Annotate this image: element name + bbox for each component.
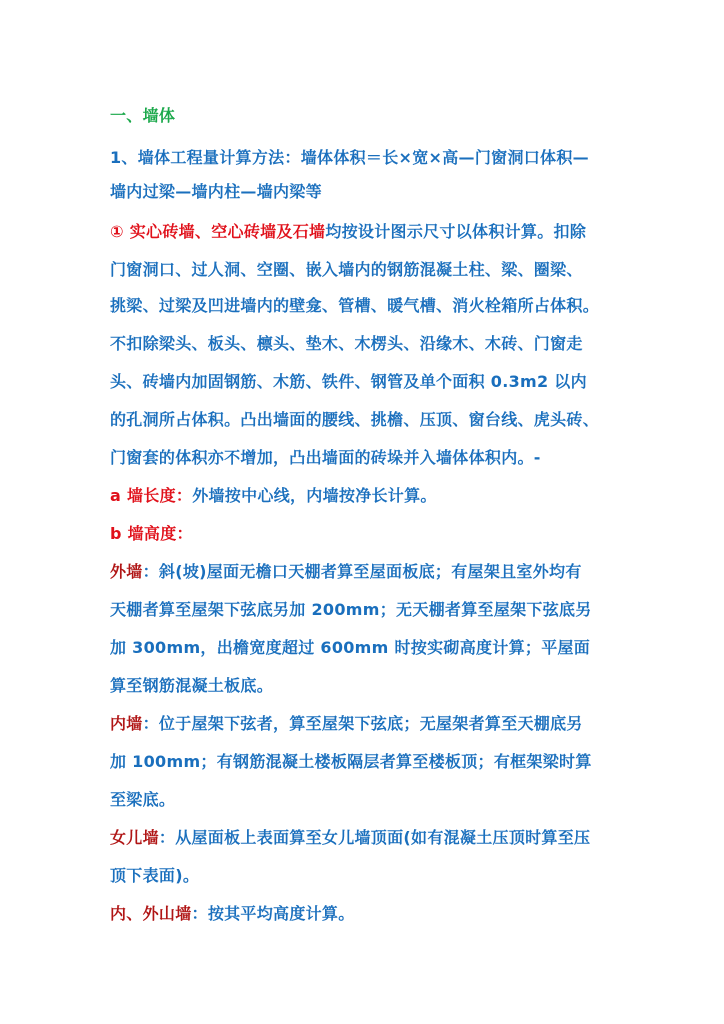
parapet-line-1-text: ：从屋面板上表面算至女儿墙顶面(如有混凝土压顶时算至压 xyxy=(158,828,591,847)
paragraph-1-line-2: 门窗洞口、过人洞、空圈、嵌入墙内的钢筋混凝土柱、梁、圈梁、 xyxy=(110,260,583,279)
gable-wall-text: ：按其平均高度计算。 xyxy=(191,904,355,923)
item-1-line-1: 1、墙体工程量计算方法：墙体体积＝长×宽×高—门窗洞口体积— xyxy=(110,148,589,167)
paragraph-1-line-6: 的孔洞所占体积。凸出墙面的腰线、挑檐、压顶、窗台线、虎头砖、 xyxy=(110,410,600,429)
wall-length-text: 外墙按中心线，内墙按净长计算。 xyxy=(192,486,437,505)
inner-wall-line-1 xyxy=(110,714,583,734)
inner-wall-line-3: 至梁底。 xyxy=(110,790,176,809)
wall-height-colon: ： xyxy=(176,524,193,543)
gable-wall-label: 内、外山墙 xyxy=(110,904,192,923)
gable-wall-line xyxy=(110,904,355,924)
outer-wall-line-1 xyxy=(110,562,582,582)
wall-length-label: a 墙长度 xyxy=(110,486,176,505)
wall-height-line xyxy=(110,524,193,544)
paragraph-1-line-3: 挑梁、过梁及凹进墙内的壁龛、管槽、暖气槽、消火栓箱所占体积。 xyxy=(110,296,600,315)
inner-wall-line-1-text: ：位于屋架下弦者，算至屋架下弦底；无屋架者算至天棚底另 xyxy=(142,714,583,733)
outer-wall-line-2: 天棚者算至屋架下弦底另加 200mm；无天棚者算至屋架下弦底另 xyxy=(110,600,592,619)
paragraph-1-line-7: 门窗套的体积亦不增加，凸出墙面的砖垛并入墙体体积内。- xyxy=(110,448,541,467)
paragraph-1-line-1-text: 均按设计图示尺寸以体积计算。扣除 xyxy=(325,222,587,241)
inner-wall-label: 内墙 xyxy=(110,714,143,733)
parapet-label: 女儿墙 xyxy=(110,828,159,847)
outer-wall-line-1-text: ：斜(坡)屋面无檐口天棚者算至屋面板底；有屋架且室外均有 xyxy=(142,562,582,581)
solid-wall-term: ① 实心砖墙、空心砖墙及石墙 xyxy=(110,222,326,241)
wall-length-line xyxy=(110,486,437,506)
parapet-line-1 xyxy=(110,828,590,848)
outer-wall-line-4: 算至钢筋混凝土板底。 xyxy=(110,676,274,695)
wall-length-colon: ： xyxy=(175,486,193,505)
paragraph-1-line-5: 头、砖墙内加固钢筋、木筋、铁件、钢管及单个面积 0.3m2 以内 xyxy=(110,372,587,391)
outer-wall-line-3: 加 300mm，出檐宽度超过 600mm 时按实砌高度计算；平屋面 xyxy=(110,638,591,657)
inner-wall-line-2: 加 100mm；有钢筋混凝土楼板隔层者算至楼板顶；有框架梁时算 xyxy=(110,752,592,771)
item-1-line-2: 墙内过梁—墙内柱—墙内梁等 xyxy=(110,182,322,201)
outer-wall-label: 外墙 xyxy=(110,562,143,581)
wall-height-label: b 墙高度 xyxy=(110,524,177,543)
paragraph-1-line-4: 不扣除梁头、板头、檩头、垫木、木楞头、沿缘木、木砖、门窗走 xyxy=(110,334,583,353)
parapet-line-2: 顶下表面)。 xyxy=(110,866,200,885)
section-heading: 一、墙体 xyxy=(110,106,176,125)
paragraph-1-line-1 xyxy=(110,222,586,242)
